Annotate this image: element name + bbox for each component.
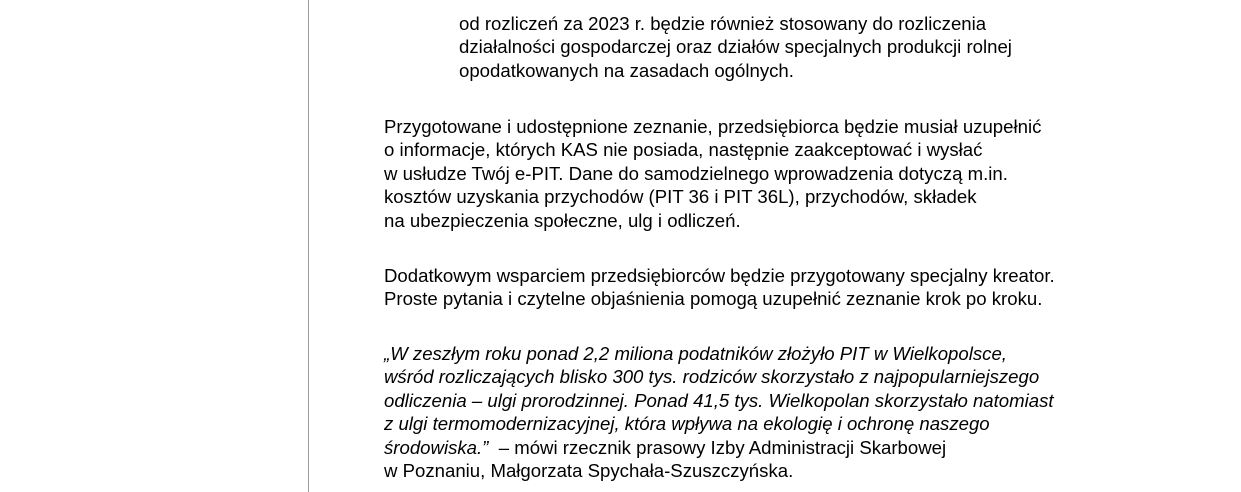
- paragraph-epit-info: [384, 115, 1041, 232]
- text-line: w usłudze Twój e-PIT. Dane do samodzielnego wprowadzenia dotyczą m.in.: [384, 162, 1008, 184]
- paragraph-creator: [384, 264, 1055, 311]
- quote-closing-line: [384, 436, 1054, 459]
- margin-rule: [308, 0, 309, 492]
- text-line: działalności gospodarczej oraz działów specjalnych produkcji rolnej: [459, 36, 1012, 58]
- quote-line: z ulgi termomodernizacyjnej, która wpływa na ekologię i ochronę naszego: [384, 413, 990, 435]
- text-line: Dodatkowym wsparciem przedsiębiorców będzie przygotowany specjalny kreator.: [384, 265, 1055, 286]
- quote-line: odliczenia – ulgi prorodzinnej. Ponad 41,5 tys. Wielkopolan skorzystało natomiast: [384, 389, 1054, 411]
- text-line: opodatkowanych na zasadach ogólnych.: [459, 59, 794, 81]
- text-line: Przygotowane i udostępnione zeznanie, przedsiębiorca będzie musiał uzupełnić: [384, 116, 1042, 137]
- quote-attribution: – mówi rzecznik prasowy Izby Administracji Skarbowej: [488, 436, 947, 458]
- attribution-line: w Poznaniu, Małgorzata Spychała-Szuszczyńska.: [384, 459, 794, 481]
- quote-line: „W zeszłym roku ponad 2,2 miliona podatników złożyło PIT w Wielkopolsce,: [384, 343, 1007, 364]
- quote-block: [384, 342, 1054, 482]
- text-line: o informacje, których KAS nie posiada, następnie zaakceptować i wysłać: [384, 139, 983, 161]
- quote-end: środowiska.”: [384, 436, 489, 458]
- quote-line: wśród rozliczających blisko 300 tys. rodziców skorzystało z najpopularniejszego: [384, 366, 1040, 388]
- bullet-continuation: [459, 12, 1012, 82]
- text-line: na ubezpieczenia społeczne, ulg i odliczeń.: [384, 209, 741, 231]
- text-line: kosztów uzyskania przychodów (PIT 36 i PIT 36L), przychodów, składek: [384, 186, 977, 208]
- text-line: Proste pytania i czytelne objaśnienia pomogą uzupełnić zeznanie krok po kroku.: [384, 288, 1043, 310]
- text-line: od rozliczeń za 2023 r. będzie również stosowany do rozliczenia: [459, 13, 987, 34]
